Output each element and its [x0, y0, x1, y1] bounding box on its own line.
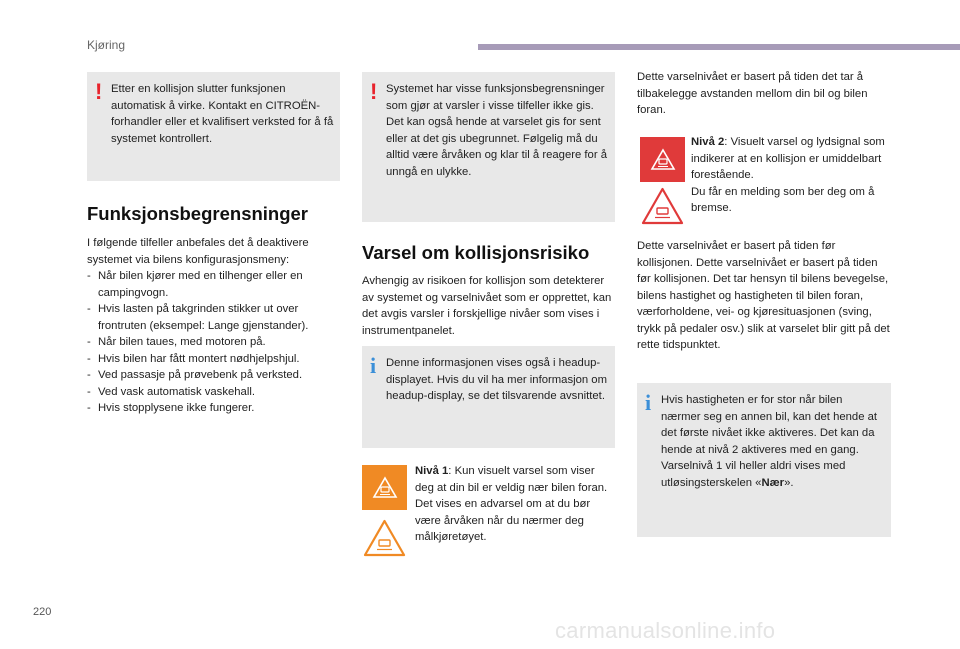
level1-description: [415, 463, 615, 546]
level-basis-intro: Dette varselnivået er basert på tiden det tar å tilbakelegge avstanden mellom din bil og bilen foran.: [637, 71, 868, 116]
section-title: Kjøring: [87, 38, 126, 52]
warning-mark-icon: !: [370, 79, 378, 104]
level1-text: : Kun visuelt varsel som viser deg at din bil er veldig nær bilen foran.: [415, 465, 608, 494]
list-item: - Når bilen kjører med en tilhenger eller en campingvogn.: [87, 268, 340, 301]
level1-label: Nivå 1: [415, 465, 449, 477]
level-timing-paragraph: Dette varselnivået er basert på tiden før kollisjonen. Dette varselnivået er basert på tiden før kollisjonen. Det tar hensyn til bilens bevegelse, bilens hastighet og hastigheten til bilen foran, værforholdene, vei- og kjøresituasjonen (sving, trykk på pedaler osv.) slik at varselet blir gitt på det rette tidspunktet.: [637, 240, 890, 351]
watermark: carmanualsonline.info: [555, 618, 776, 643]
info-text-end: ».: [784, 476, 794, 489]
info-mark-icon: i: [370, 353, 377, 378]
info-text: Denne informasjonen vises også i headup-displayet. Hvis du vil ha mer informasjon om headup-display, se det tilsvarende avsnittet.: [386, 357, 608, 402]
heading-limitations: Funksjonsbegrensninger: [87, 203, 309, 224]
info-text-bold: Nær: [761, 476, 785, 489]
page-number: 220: [33, 606, 52, 618]
list-item: - Hvis stopplysene ikke fungerer.: [87, 400, 340, 417]
limitations-list: [87, 268, 340, 417]
info-box-speed: [637, 383, 891, 537]
level2-description: [691, 134, 891, 217]
warning-text: Etter en kollisjon slutter funksjonen automatisk å virke. Kontakt en CITROËN-forhandler eller et kvalifisert verksted for å få systemet kontrollert.: [111, 83, 334, 145]
collision-alert-red-square-icon: [640, 137, 685, 182]
info-box-headup: [362, 346, 615, 448]
list-item: - Ved passasje på prøvebenk på verksted.: [87, 367, 340, 384]
level2-label: Nivå 2: [691, 136, 725, 148]
level2-text: : Visuelt varsel og lydsignal som indikerer at en kollisjon er umiddelbart forestående.: [691, 136, 885, 181]
collision-alert-orange-triangle-icon: [362, 518, 407, 558]
collision-alert-orange-square-icon: [362, 465, 407, 510]
info-mark-icon: i: [645, 390, 652, 415]
heading-collision-risk: Varsel om kollisjonsrisiko: [362, 242, 590, 263]
warning-text: Systemet har visse funksjonsbegrensninger som gjør at varsler i visse tilfeller ikke gis. Det kan også hende at varselet gis for sent eller at det gis ubegrunnet. Følgelig må du alltid være årvåken og klar til å reagere for å unngå en ulykke.: [386, 83, 608, 178]
info-text: [661, 392, 885, 491]
list-item: - Hvis bilen har fått montert nødhjelpshjul.: [87, 351, 340, 368]
warning-mark-icon: !: [95, 79, 103, 104]
warning-box-limitations: [362, 72, 615, 222]
collision-risk-intro: Avhengig av risikoen for kollisjon som detekterer av systemet og varselnivået som er opprettet, kan det avgis varsler i forskjellige nivåer som vises i instrumentpanelet.: [362, 275, 612, 337]
collision-alert-red-triangle-icon: [640, 186, 685, 226]
header-bar: [478, 44, 960, 50]
limitations-intro: I følgende tilfeller anbefales det å deaktivere systemet via bilens konfigurasjonsmeny:: [87, 237, 309, 266]
info-text-main: Hvis hastigheten er for stor når bilen nærmer seg en annen bil, kan det hende at det første nivået ikke aktiveres. Det kan da hende at nivå 2 aktiveres med en gang. Varselnivå 1 vil heller aldri vises med utløsingsterskelen «: [661, 394, 878, 489]
list-item: - Når bilen taues, med motoren på.: [87, 334, 340, 351]
list-item: - Hvis lasten på takgrinden stikker ut over frontruten (eksempel: Lange gjenstander).: [87, 301, 340, 334]
warning-box-collision: [87, 72, 340, 181]
level1-extra: Det vises en advarsel om at du bør være årvåken når du nærmer deg målkjøretøyet.: [415, 498, 591, 543]
level2-extra: Du får en melding som ber deg om å bremse.: [691, 185, 875, 214]
list-item: - Ved vask automatisk vaskehall.: [87, 384, 340, 401]
